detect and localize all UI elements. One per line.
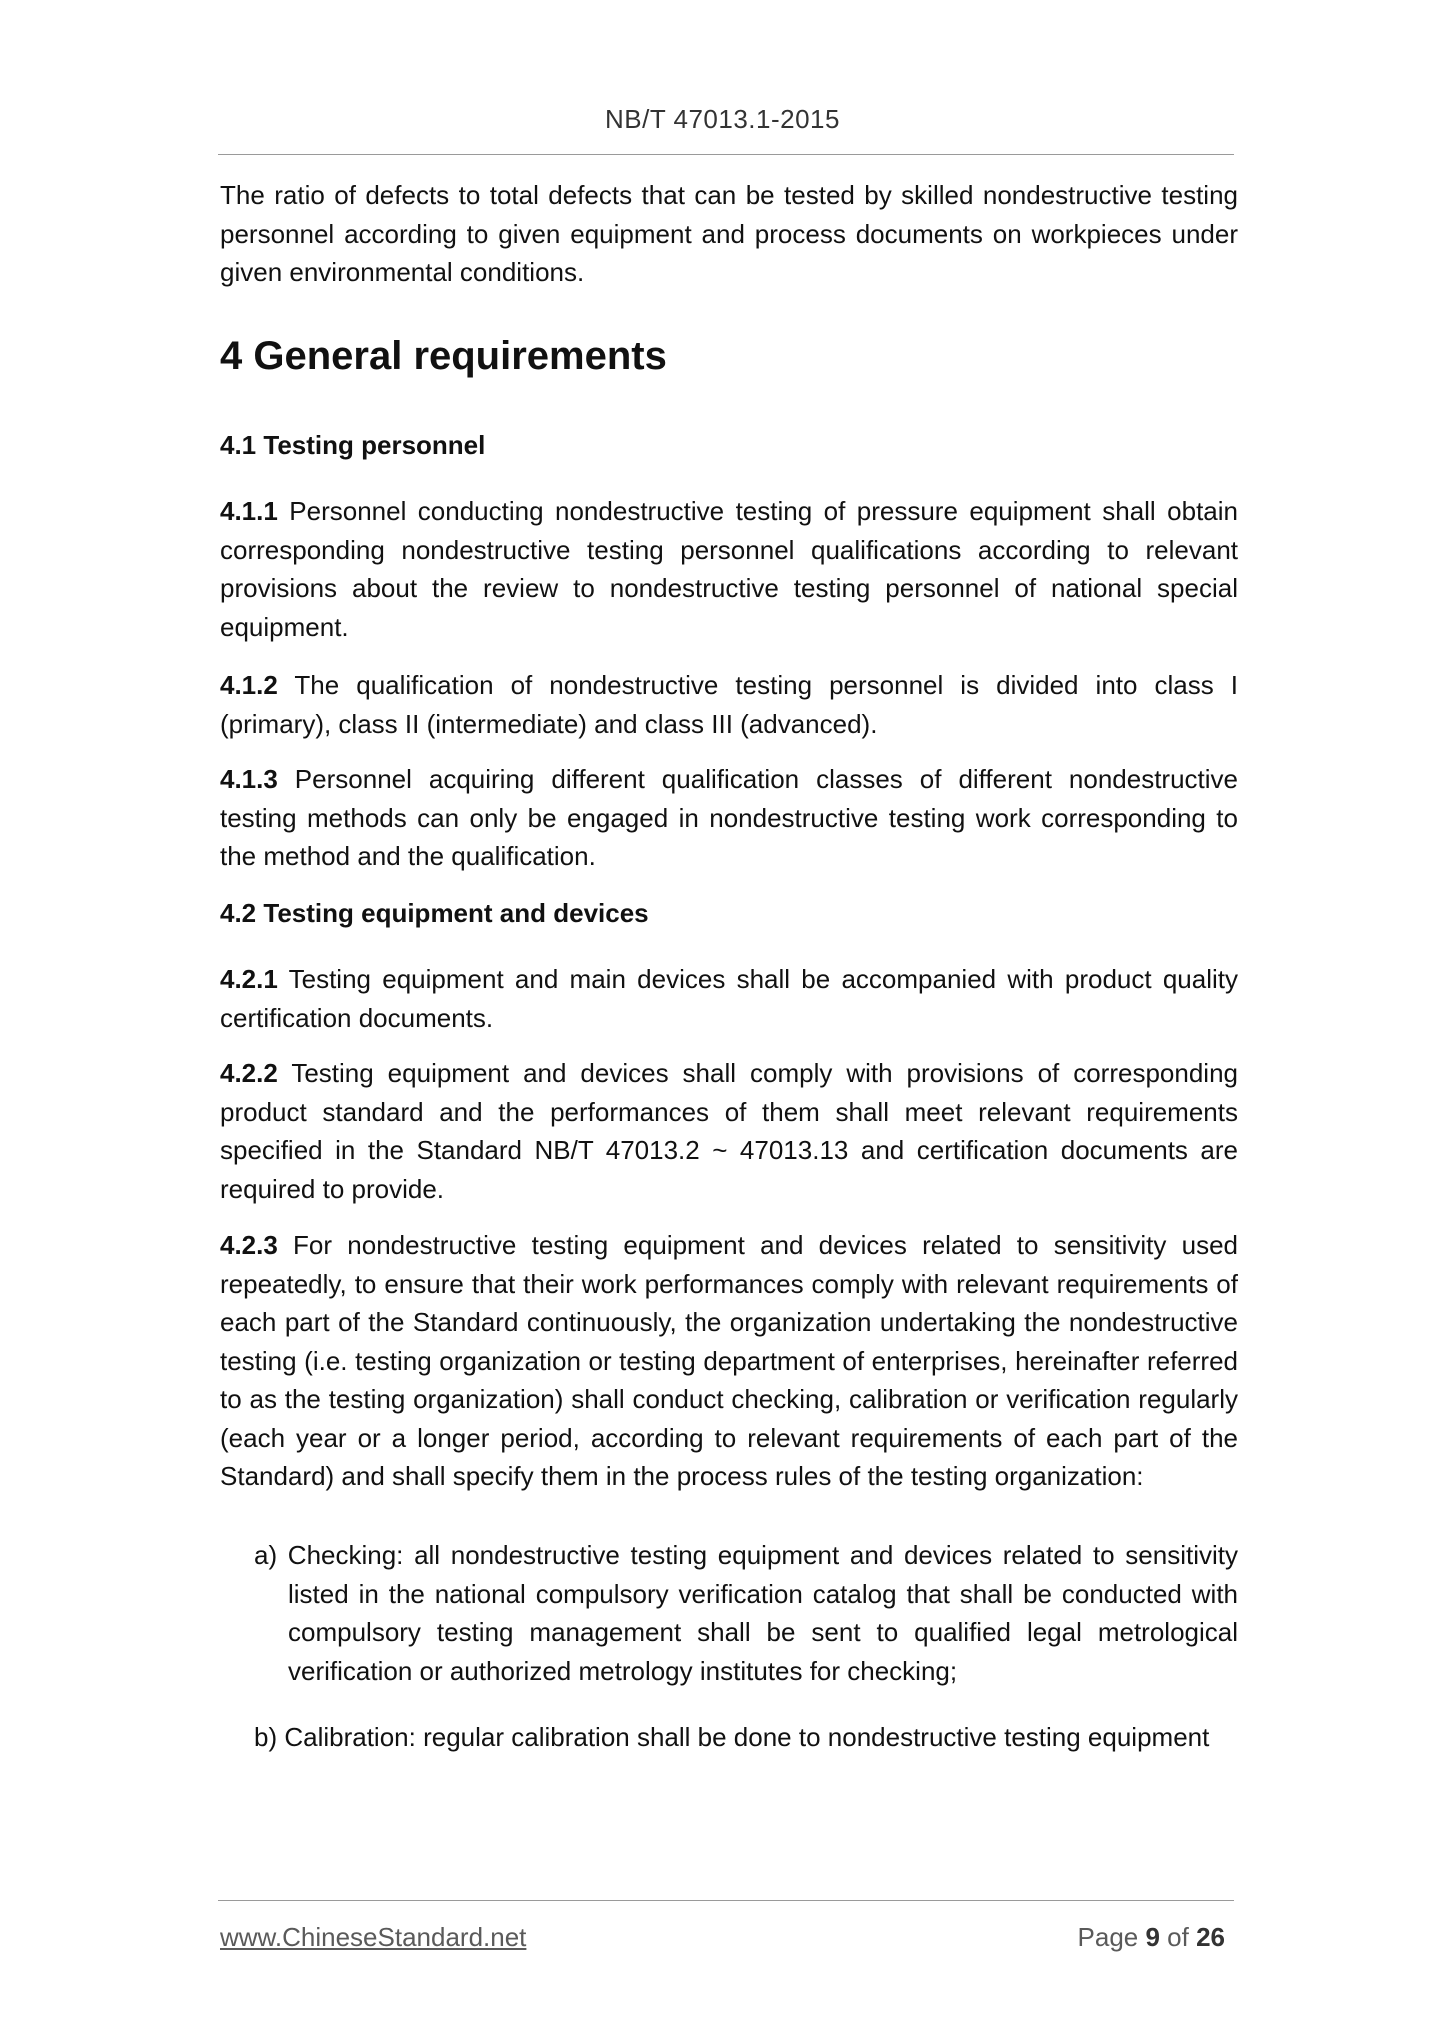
clause-text: Personnel conducting nondestructive testing of pressure equipment shall obtain corresponding nondestructive testing personnel qualifications according to relevant provisions about the review to nondestructive testing personnel of national special equipment. [220,496,1238,642]
footer-page-number [1078,1922,1225,1953]
list-item-a [220,1536,1238,1718]
clause-number: 4.1.3 [220,764,278,794]
intro-paragraph: The ratio of defects to total defects that can be tested by skilled nondestructive testing personnel according to given equipment and process documents on workpieces under given environmental conditions. [220,180,1238,287]
clause-4-2-2 [220,1054,1238,1236]
header-doc-id: NB/T 47013.1-2015 [605,104,840,134]
page-prefix: Page [1077,1922,1146,1952]
clause-number: 4.2.1 [220,964,278,994]
section-4-2 [220,894,1238,933]
clause-4-1-1 [220,492,1238,674]
clause-text: Testing equipment and main devices shall be accompanied with product quality certification documents. [220,964,1238,1033]
list-item-text: a) Checking: all nondestructive testing equipment and devices related to sensitivity listed in the national compulsory verification catalog that shall be conducted with compulsory testing management shall be sent to qualified legal metrological verification or authorized metrology institutes for checking; [254,1540,1238,1686]
clause-number: 4.1.1 [220,496,278,526]
clause-text: Personnel acquiring different qualification classes of different nondestructive testing methods can only be engaged in nondestructive testing work corresponding to the method and the qualification. [220,764,1238,871]
header-divider [218,154,1234,155]
page-total: 26 [1196,1922,1225,1952]
section-4-heading: 4 General requirements [220,334,667,378]
clause-number: 4.2.3 [220,1230,278,1260]
footer-website-link[interactable]: www.ChineseStandard.net [220,1922,527,1952]
section-4-2-heading: 4.2 Testing equipment and devices [220,898,649,928]
clause-number: 4.1.2 [220,670,278,700]
list-item-text: b) Calibration: regular calibration shall be done to nondestructive testing equipment [254,1722,1210,1752]
clause-number: 4.2.2 [220,1058,278,1088]
page-mid: of [1159,1922,1197,1952]
clause-4-1-3 [220,760,1238,904]
footer-divider [218,1900,1234,1901]
clause-text: The qualification of nondestructive testing personnel is divided into class I (primary), class II (intermediate) and class III (advanced). [220,670,1238,739]
page-current: 9 [1145,1922,1160,1952]
clause-4-2-3 [220,1226,1238,1524]
list-item-b [220,1718,1238,1785]
clause-text: For nondestructive testing equipment and devices related to sensitivity used repeatedly, to ensure that their work performances comply with relevant requirements of each part of the Standard continuously, the organization undertaking the nondestructive testing (i.e. testing organization or testing department of enterprises, hereinafter referred to as the testing organization) shall conduct checking, calibration or verification regularly (each year or a longer period, according to relevant requirements of each part of the Standard) and shall specify them in the process rules of the testing organization: [220,1230,1238,1491]
clause-4-1-2 [220,666,1238,771]
clause-4-2-1 [220,960,1238,1065]
clause-text: Testing equipment and devices shall comply with provisions of corresponding product standard and the performances of them shall meet relevant requirements specified in the Standard NB/T 47013.2 ~ 47013.13 and certification documents are required to provide. [220,1058,1238,1204]
section-4-1-heading: 4.1 Testing personnel [220,430,486,460]
section-4-1 [220,426,1238,465]
